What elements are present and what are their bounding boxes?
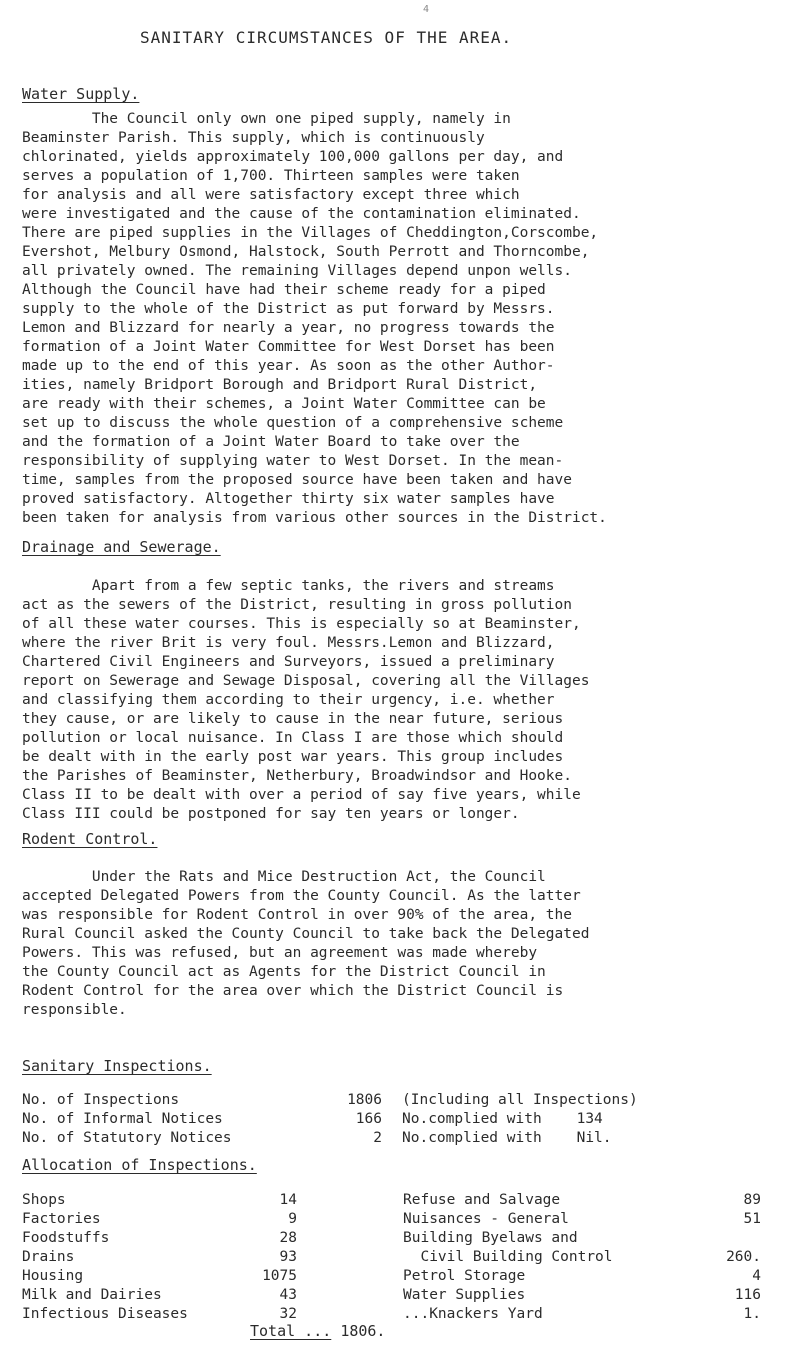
water-line: time, samples from the proposed source have been taken and have [22, 472, 572, 488]
row-label: Infectious Diseases [22, 1306, 188, 1322]
drainage-line: pollution or local nuisance. In Class I are those which should [22, 730, 564, 746]
water-line: chlorinated, yields approximately 100,000 gallons per day, and [22, 149, 564, 165]
row-value: 166 [355, 1111, 382, 1127]
water-line: responsibility of supplying water to West Dorset. In the mean- [22, 453, 564, 469]
row-label: Factories [22, 1211, 101, 1227]
drainage-line: where the river Brit is very foul. Messrs.Lemon and Blizzard, [22, 635, 555, 651]
page-title: SANITARY CIRCUMSTANCES OF THE AREA. [140, 28, 513, 47]
water-line: Beaminster Parish. This supply, which is continuously [22, 130, 485, 146]
water-line: been taken for analysis from various other sources in the District. [22, 510, 607, 526]
rodent-line: the County Council act as Agents for the District Council in [22, 964, 546, 980]
table-row [22, 1249, 297, 1268]
row-label: Petrol Storage [403, 1268, 526, 1284]
drainage-line: they cause, or are likely to cause in the near future, serious [22, 711, 564, 727]
sanitary-inspections-heading: Sanitary Inspections. [22, 1057, 212, 1075]
table-row [403, 1230, 761, 1249]
table-row [22, 1287, 297, 1306]
row-value: 1. [743, 1306, 761, 1322]
table-row [22, 1192, 297, 1211]
row-note: No.complied with 134 [402, 1111, 603, 1127]
water-line: Evershot, Melbury Osmond, Halstock, South Perrott and Thorncombe, [22, 244, 590, 260]
total-value: 1806. [340, 1322, 386, 1340]
rodent-control-paragraph [22, 868, 797, 1020]
row-value: 51 [743, 1211, 761, 1227]
drainage-line: report on Sewerage and Sewage Disposal, covering all the Villages [22, 673, 590, 689]
drainage-line: act as the sewers of the District, resulting in gross pollution [22, 597, 572, 613]
row-value: 32 [279, 1306, 297, 1322]
drainage-line: and classifying them according to their urgency, i.e. whether [22, 692, 555, 708]
water-line: set up to discuss the whole question of a comprehensive scheme [22, 415, 564, 431]
rodent-line: accepted Delegated Powers from the County Council. As the latter [22, 888, 581, 904]
table-row [403, 1306, 761, 1325]
table-row [22, 1130, 638, 1149]
row-note: No.complied with Nil. [402, 1130, 612, 1146]
table-row [403, 1192, 761, 1211]
row-value: 260. [726, 1249, 761, 1265]
water-line: Lemon and Blizzard for nearly a year, no progress towards the [22, 320, 555, 336]
table-row [403, 1268, 761, 1287]
row-value: 14 [279, 1192, 297, 1208]
water-line: formation of a Joint Water Committee for West Dorset has been [22, 339, 555, 355]
water-line: supply to the whole of the District as put forward by Messrs. [22, 301, 555, 317]
allocation-right-table [403, 1192, 761, 1325]
water-line: Although the Council have had their scheme ready for a piped [22, 282, 546, 298]
rodent-line: responsible. [22, 1002, 127, 1018]
water-supply-paragraph [22, 110, 797, 528]
row-value: 1806 [347, 1092, 382, 1108]
row-label: Nuisances - General [403, 1211, 569, 1227]
row-value [713, 1230, 761, 1249]
row-value: 9 [288, 1211, 297, 1227]
water-line: and the formation of a Joint Water Board to take over the [22, 434, 520, 450]
water-line: are ready with their schemes, a Joint Water Committee can be [22, 396, 546, 412]
water-line: were investigated and the cause of the contamination eliminated. [22, 206, 581, 222]
drainage-heading: Drainage and Sewerage. [22, 538, 221, 556]
water-supply-heading: Water Supply. [22, 85, 140, 103]
rodent-control-heading: Rodent Control. [22, 830, 158, 848]
water-line: serves a population of 1,700. Thirteen samples were taken [22, 168, 520, 184]
drainage-line: Class III could be postponed for say ten years or longer. [22, 806, 520, 822]
water-line: for analysis and all were satisfactory except three which [22, 187, 520, 203]
allocation-left-table [22, 1192, 297, 1325]
water-line: made up to the end of this year. As soon as the other Author- [22, 358, 555, 374]
water-line: proved satisfactory. Altogether thirty six water samples have [22, 491, 555, 507]
row-value: 89 [743, 1192, 761, 1208]
table-row [22, 1092, 638, 1111]
drainage-line: Class II to be dealt with over a period of say five years, while [22, 787, 581, 803]
table-row [403, 1211, 761, 1230]
page-number: 4 [423, 4, 430, 15]
rodent-line: Powers. This was refused, but an agreement was made whereby [22, 945, 538, 961]
rodent-line: Under the Rats and Mice Destruction Act, the Council [22, 869, 546, 885]
row-value: 28 [279, 1230, 297, 1246]
row-label: Drains [22, 1249, 75, 1265]
table-row [403, 1249, 761, 1268]
rodent-line: Rural Council asked the County Council to take back the Delegated [22, 926, 590, 942]
row-label: Building Byelaws and [403, 1230, 578, 1246]
drainage-paragraph [22, 577, 797, 824]
table-row [403, 1287, 761, 1306]
row-value: 116 [734, 1287, 761, 1303]
table-row [22, 1111, 638, 1130]
rodent-line: Rodent Control for the area over which the District Council is [22, 983, 564, 999]
water-line: all privately owned. The remaining Villages depend unpon wells. [22, 263, 572, 279]
row-value: 93 [279, 1249, 297, 1265]
row-label: No. of Statutory Notices [22, 1130, 232, 1146]
allocation-total [250, 1322, 385, 1340]
row-label: No. of Inspections [22, 1092, 180, 1108]
water-line: There are piped supplies in the Villages of Cheddington,Corscombe, [22, 225, 599, 241]
rodent-line: was responsible for Rodent Control in over 90% of the area, the [22, 907, 572, 923]
row-label: Shops [22, 1192, 66, 1208]
drainage-line: Apart from a few septic tanks, the rivers and streams [22, 578, 555, 594]
row-note: (Including all Inspections) [402, 1092, 638, 1108]
water-line: The Council only own one piped supply, namely in [22, 111, 511, 127]
table-row [22, 1211, 297, 1230]
table-row [22, 1230, 297, 1249]
drainage-line: Chartered Civil Engineers and Surveyors, issued a preliminary [22, 654, 555, 670]
row-label: Water Supplies [403, 1287, 526, 1303]
row-label: Refuse and Salvage [403, 1192, 561, 1208]
row-label: Housing [22, 1268, 84, 1284]
drainage-line: be dealt with in the early post war years. This group includes [22, 749, 564, 765]
table-row [22, 1268, 297, 1287]
inspections-table [22, 1092, 638, 1149]
row-label: Milk and Dairies [22, 1287, 162, 1303]
row-value: 43 [279, 1287, 297, 1303]
drainage-line: of all these water courses. This is especially so at Beaminster, [22, 616, 581, 632]
total-label: Total ... [250, 1322, 332, 1340]
row-label: ...Knackers Yard [403, 1306, 543, 1322]
allocation-heading: Allocation of Inspections. [22, 1156, 257, 1174]
drainage-line: the Parishes of Beaminster, Netherbury, Broadwindsor and Hooke. [22, 768, 572, 784]
row-label: Civil Building Control [403, 1249, 613, 1265]
row-label: No. of Informal Notices [22, 1111, 223, 1127]
row-value: 4 [752, 1268, 761, 1284]
row-value: 2 [373, 1130, 382, 1146]
water-line: ities, namely Bridport Borough and Bridport Rural District, [22, 377, 538, 393]
row-label: Foodstuffs [22, 1230, 110, 1246]
row-value: 1075 [262, 1268, 297, 1284]
